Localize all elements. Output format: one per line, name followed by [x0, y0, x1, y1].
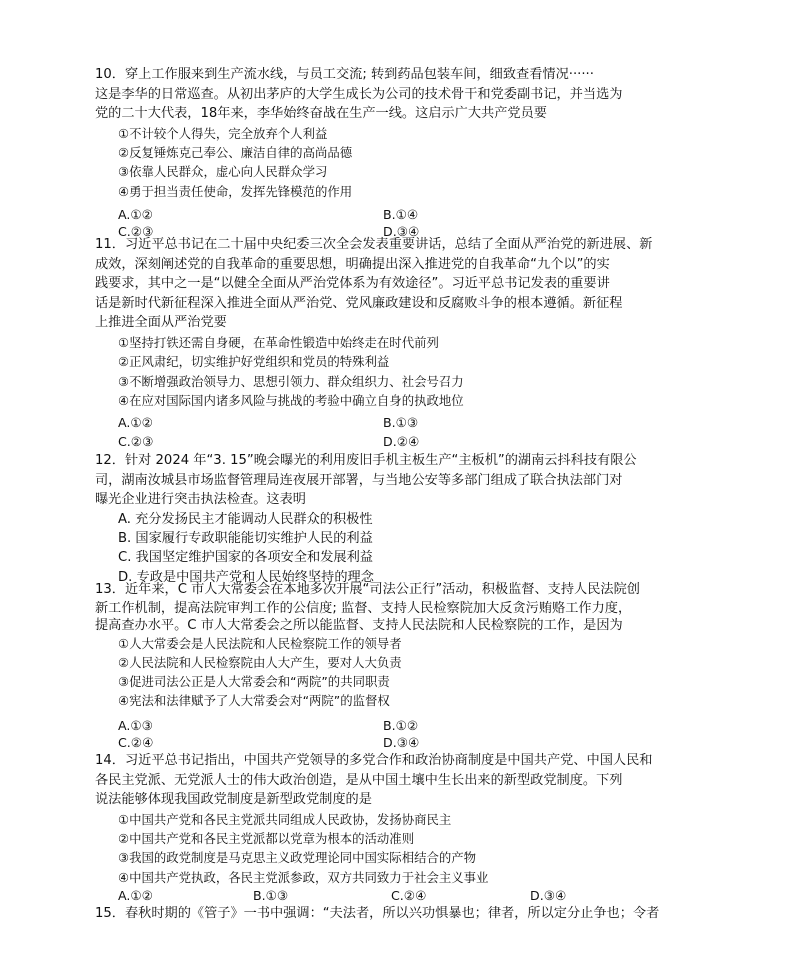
answer-choice-a: A.①②	[118, 415, 153, 431]
question-15	[95, 904, 685, 924]
choice-option: B. 国家履行专政职能能切实维护人民的利益	[118, 531, 373, 547]
statement-option: ②正风肃纪，切实维护好党组织和党员的特殊利益	[118, 354, 390, 370]
question-stem-line: 党的二十大代表，18年来，李华始终奋战在生产一线。这启示广大共产党员要	[95, 106, 547, 122]
question-stem-line: 司，湖南汝城县市场监督管理局连夜展开部署，与当地公安等多部门组成了联合执法部门对	[95, 472, 623, 488]
statement-option: ①人大常委会是人民法院和人民检察院工作的领导者	[118, 635, 402, 651]
answer-choice-d: D.②④	[383, 434, 420, 450]
answer-row	[95, 414, 685, 431]
statement-option: ④勇于担当责任使命，发挥先锋模范的作用	[118, 183, 353, 199]
answer-row	[95, 887, 685, 904]
question-11	[95, 235, 685, 450]
statement-option: ③我国的政党制度是马克思主义政党理论同中国实际相结合的产物	[118, 850, 477, 866]
answer-choice-d: D.③④	[383, 734, 420, 750]
answer-choice-a: A.①③	[118, 717, 153, 733]
statement-option: ②人民法院和人民检察院由人大产生，要对人大负责	[118, 654, 402, 670]
answer-choice-b: B.①③	[253, 887, 289, 903]
statement-option: ③不断增强政治领导力、思想引领力、群众组织力、社会号召力	[118, 373, 464, 389]
question-stem-line: 10．穿上工作服来到生产流水线，与员工交流; 转到药品包装车间，细致查看情况······	[95, 67, 594, 82]
statement-option: ①中国共产党和各民主党派共同组成人民政协，发扬协商民主	[118, 811, 452, 827]
statement-option: ④中国共产党执政，各民主党派参政，双方共同致力于社会主义事业	[118, 869, 489, 885]
choice-option: C. 我国坚定维护国家的各项安全和发展利益	[118, 550, 373, 566]
question-stem-line: 各民主党派、无党派人士的伟大政治创造，是从中国土壤中生长出来的新型政党制度。下列	[95, 772, 623, 788]
question-stem-line: 新工作机制，提高法院审判工作的公信度; 监督、支持人民检察院加大反贪污贿赂工作力度，	[95, 600, 632, 616]
question-stem-line: 成效，深刻阐述党的自我革命的重要思想，明确提出深入推进党的自我革命“九个以”的实	[95, 256, 610, 272]
question-stem-line: 话是新时代新征程深入推进全面从严治党、党风廉政建设和反腐败斗争的根本遵循。新征程	[95, 295, 623, 311]
statement-option: ④宪法和法律赋予了人大常委会对“两院”的监督权	[118, 693, 390, 709]
question-12	[95, 451, 685, 587]
statement-option: ③促进司法公正是人大常委会和“两院”的共同职责	[118, 674, 390, 690]
answer-choice-b: B.①④	[383, 206, 419, 222]
choice-option: A. 充分发扬民主才能调动人民群众的积极性	[118, 511, 373, 527]
question-stem-line: 这是李华的日常巡查。从初出茅庐的大学生成长为公司的技术骨干和党委副书记，并当选为	[95, 86, 623, 102]
statement-option: ①不计较个人得失，完全放弃个人利益	[118, 125, 328, 141]
statement-option: ②反复锤炼克己奉公、廉洁自律的高尚品德	[118, 145, 353, 161]
question-stem-line: 12．针对 2024 年“3. 15”晚会曝光的利用废旧手机主板生产“主板机”的湖南云抖科技有限公	[95, 453, 637, 468]
answer-choice-c: C.②③	[118, 434, 154, 450]
answer-choice-b: B.①②	[383, 717, 419, 733]
statement-option: ④在应对国际国内诸多风险与挑战的考验中确立自身的执政地位	[118, 392, 464, 408]
answer-choice-d: D.③④	[383, 223, 420, 239]
question-stem-line: 曝光企业进行突击执法检查。这表明	[95, 492, 306, 508]
statement-option: ②中国共产党和各民主党派都以党章为根本的活动准则	[118, 831, 415, 847]
answer-row	[95, 734, 685, 751]
answer-choice-a: A.①②	[118, 206, 153, 222]
statement-option: ①坚持打铁还需自身硬，在革命性锻造中始终走在时代前列	[118, 334, 439, 350]
answer-row	[95, 206, 685, 223]
question-stem-line: 15．春秋时期的《管子》一书中强调：“夫法者，所以兴功惧暴也；律者，所以定分止争也；令者	[95, 906, 660, 921]
answer-choice-c: C.②④	[118, 734, 154, 750]
question-stem-line: 13．近年来，C 市人大常委会在本地多次开展“司法公正行”活动，积极监督、支持人民法院创	[95, 582, 640, 597]
answer-choice-c: C.②③	[118, 223, 154, 239]
answer-row	[95, 433, 685, 450]
question-stem-line: 践要求，其中之一是“以健全全面从严治党体系为有效途径”。习近平总书记发表的重要讲	[95, 276, 610, 292]
answer-choice-d: D.③④	[530, 887, 567, 903]
question-10	[95, 65, 685, 240]
question-stem-line: 说法能够体现我国政党制度是新型政党制度的是	[95, 792, 372, 808]
question-13	[95, 580, 685, 751]
answer-choice-a: A.①②	[118, 887, 153, 903]
choice-option: D. 专政是中国共产党和人民始终坚持的理念	[118, 569, 374, 585]
answer-choice-b: B.①③	[383, 415, 419, 431]
question-stem-line: 上推进全面从严治党要	[95, 315, 227, 331]
answer-choice-c: C.②④	[391, 887, 427, 903]
answer-row	[95, 717, 685, 734]
question-stem-line: 14．习近平总书记指出，中国共产党领导的多党合作和政治协商制度是中国共产党、中国人民和	[95, 753, 653, 768]
statement-option: ③依靠人民群众，虚心向人民群众学习	[118, 164, 328, 180]
question-14	[95, 751, 685, 904]
question-stem-line: 提高查办水平。C 市人大常委会之所以能监督、支持人民法院和人民检察院的工作，是因为	[95, 617, 623, 633]
question-stem-line: 11．习近平总书记在二十届中央纪委三次全会发表重要讲话，总结了全面从严治党的新进展、新	[95, 237, 653, 252]
